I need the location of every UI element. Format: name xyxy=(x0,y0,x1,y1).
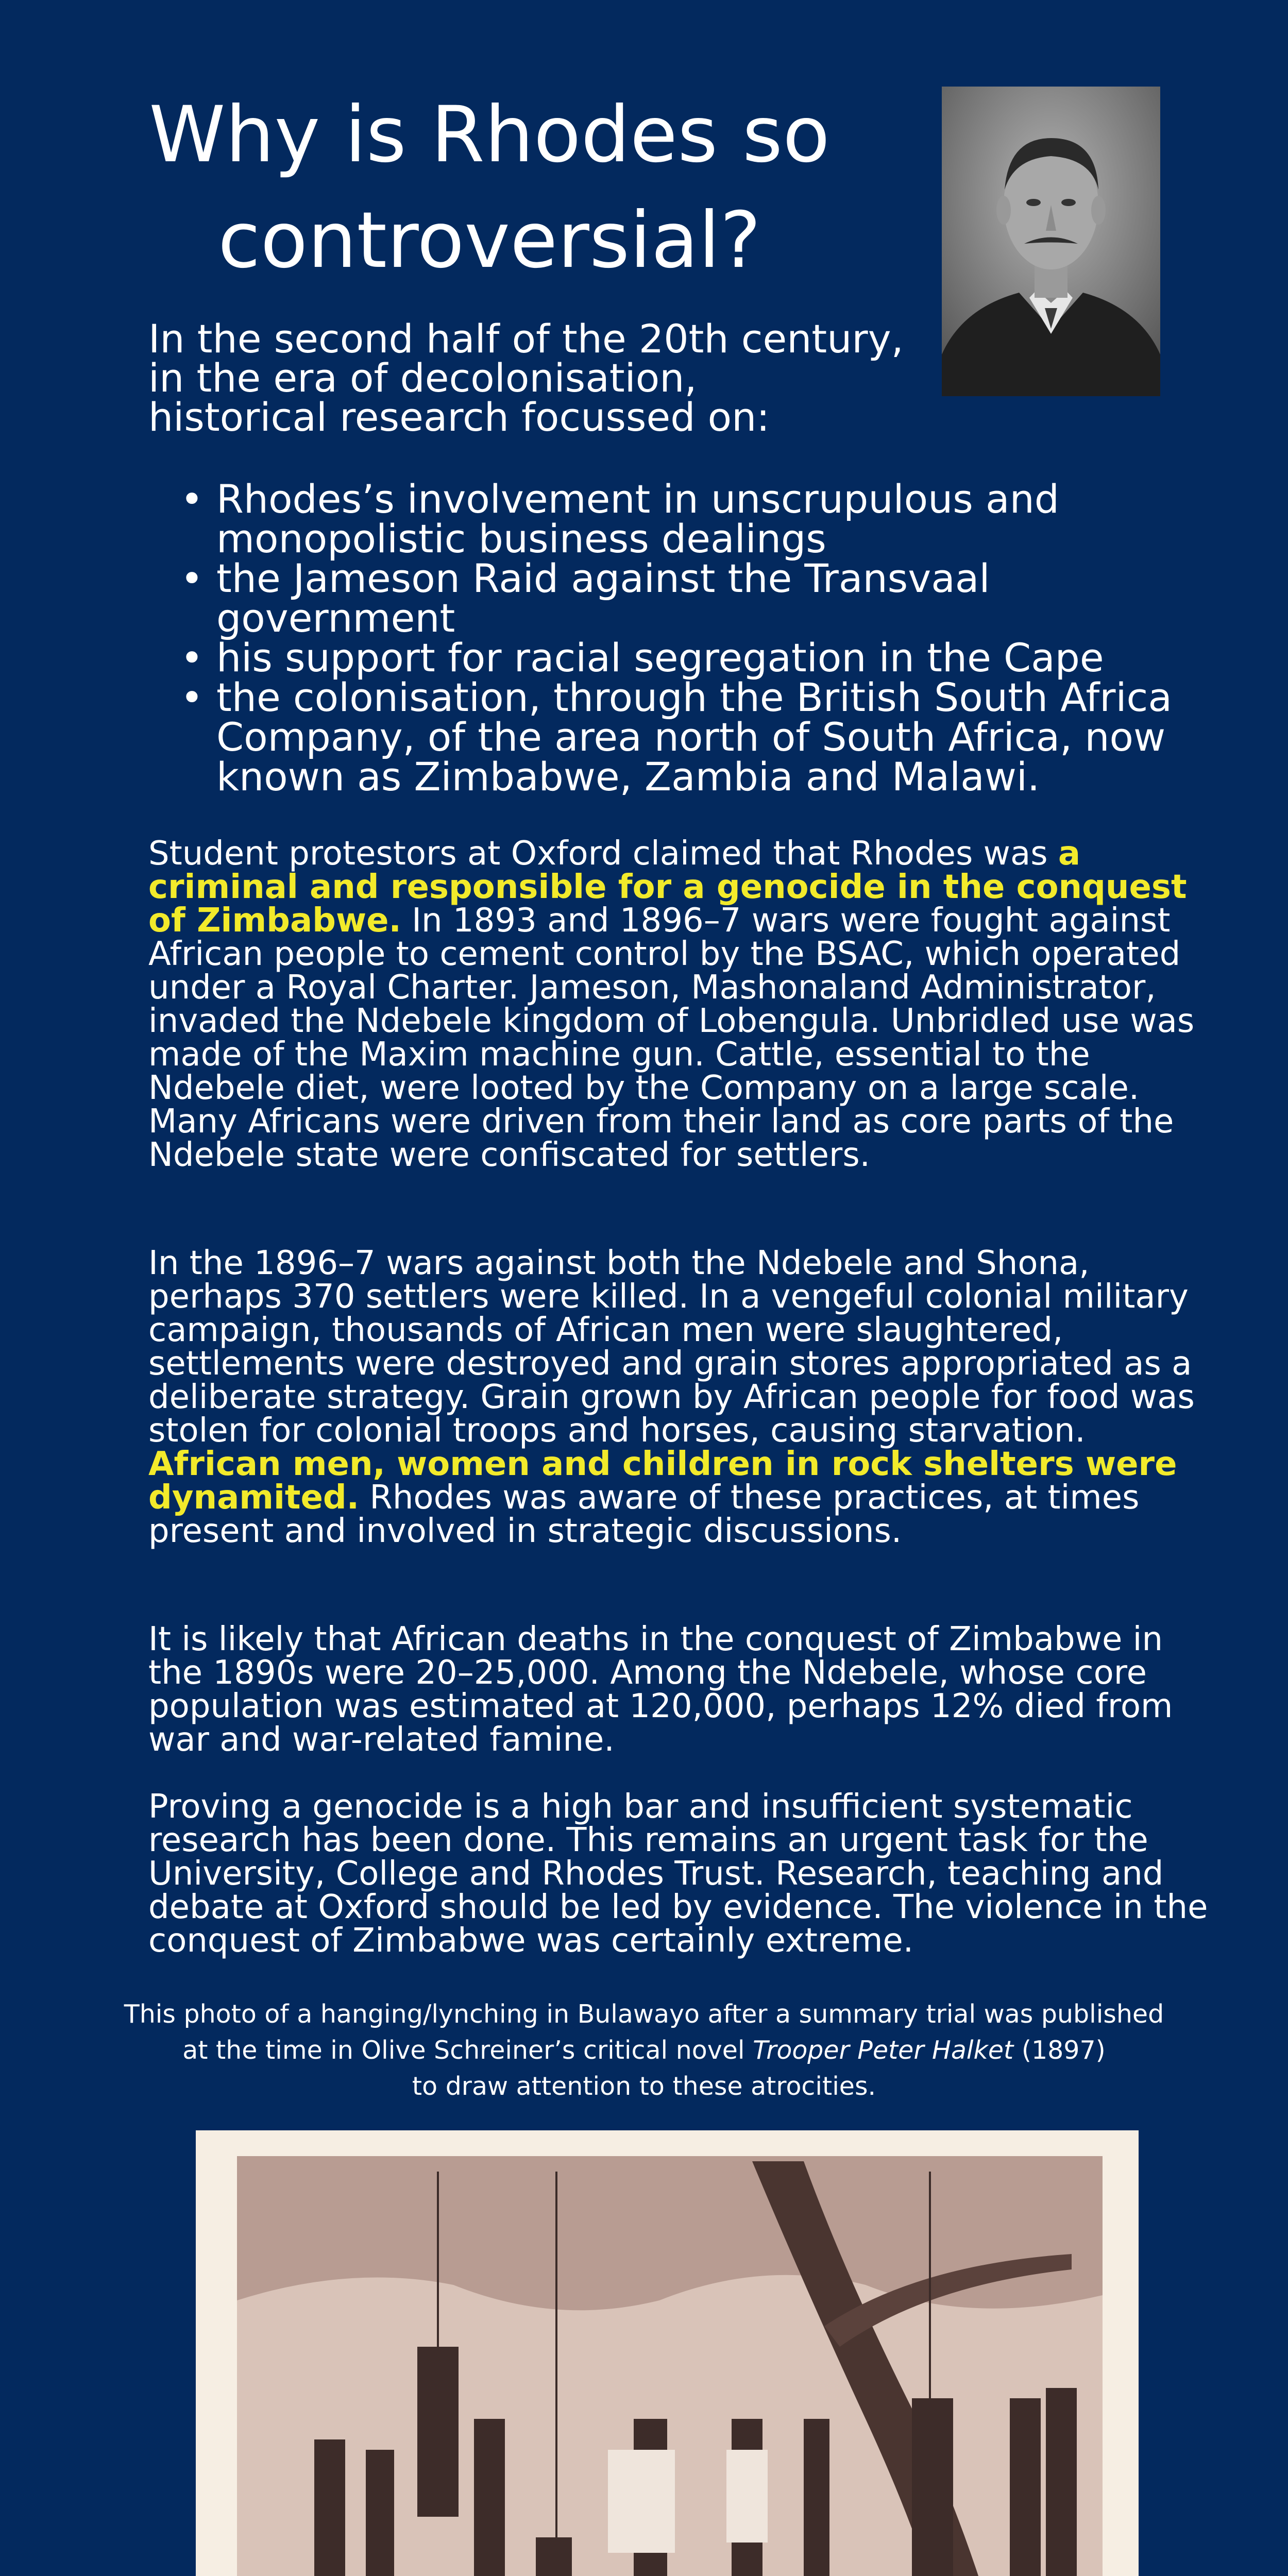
intro-line-2: in the era of decolonisation, xyxy=(148,355,697,401)
paragraph-wars xyxy=(148,1244,1210,1550)
caption-line-3: to draw attention to these atrocities. xyxy=(412,2072,876,2101)
bullet-icon: • xyxy=(180,635,204,681)
bullet-icon: • xyxy=(180,674,204,720)
list-item xyxy=(180,674,1211,800)
paragraph-text: Rhodes was aware of these practices, at times present and involved in strategic discussions. xyxy=(148,1479,1140,1550)
historical-photo xyxy=(196,2130,1139,2576)
highlighted-text: a criminal and responsible for a genocide in the conquest of Zimbabwe. xyxy=(148,835,1187,940)
photo-icon xyxy=(196,2130,1139,2576)
list-item-text: his support for racial segregation in the Cape xyxy=(216,635,1104,681)
paragraph-text: Student protestors at Oxford claimed that Rhodes was xyxy=(148,835,1058,873)
portrait-photo xyxy=(942,87,1160,396)
caption-line-2-year: (1897) xyxy=(1013,2036,1106,2065)
intro-text xyxy=(148,316,952,440)
focus-list xyxy=(180,476,1211,800)
paragraph-text: In 1893 and 1896–7 wars were fought against African people to cement control by the BSAC, which operated under a Royal Charter. Jameson, Mashonaland Administrator, invaded the Ndebele kingdom of Lobengula. Unbridled use was made of the Maxim machine gun. Cattle, essential to the Ndebele diet, were looted by the Company on a large scale. Many Africans were driven from their land as core parts of the Ndebele state were confiscated for settlers. xyxy=(148,902,1195,1174)
page-title: Why is Rhodes so controversial? xyxy=(149,90,830,285)
highlighted-text: African men, women and children in rock shelters were dynamited. xyxy=(148,1445,1177,1517)
list-item-text: the Jameson Raid against the Transvaal government xyxy=(216,555,990,641)
paragraph-deaths: It is likely that African deaths in the conquest of Zimbabwe in the 1890s were 20–25,000. Among the Ndebele, whose core population was estimated at 120,000, perhaps 12% died from war and war-related famine. xyxy=(148,1620,1173,1759)
bullet-icon: • xyxy=(180,476,204,522)
intro-line-1: In the second half of the 20th century, xyxy=(148,316,904,362)
list-item xyxy=(180,555,1211,641)
paragraph-genocide: Proving a genocide is a high bar and insufficient systematic research has been done. This remains an urgent task for the University, College and Rhodes Trust. Research, teaching and debate at Oxford should be led by evidence. The violence in the conquest of Zimbabwe was certainly extreme. xyxy=(148,1788,1208,1960)
paragraph-text: In the 1896–7 wars against both the Ndebele and Shona, perhaps 370 settlers were killed. In a vengeful colonial military campaign, thousands of African men were slaughtered, settlements were destroyed and grain stores appropriated as a deliberate strategy. Grain grown by African people for food was stolen for colonial troops and horses, causing starvation. xyxy=(148,1244,1195,1450)
photo-caption xyxy=(103,1996,1185,2105)
list-item-text: Rhodes’s involvement in unscrupulous and monopolistic business dealings xyxy=(216,476,1060,562)
paragraph-protestors xyxy=(148,837,1210,1172)
list-item-text: the colonisation, through the British South Africa Company, of the area north of South Africa, now known as Zimbabwe, Zambia and Malawi. xyxy=(216,674,1172,800)
caption-line-1: This photo of a hanging/lynching in Bulawayo after a summary trial was published xyxy=(124,1999,1164,2029)
intro-line-3: historical research focussed on: xyxy=(148,394,770,440)
caption-line-2-text: at the time in Olive Schreiner’s critical novel xyxy=(182,2036,753,2065)
bullet-icon: • xyxy=(180,555,204,601)
portrait-icon xyxy=(942,87,1160,396)
list-item xyxy=(180,635,1211,681)
list-item xyxy=(180,476,1211,562)
novel-title: Trooper Peter Halket xyxy=(753,2036,1014,2065)
